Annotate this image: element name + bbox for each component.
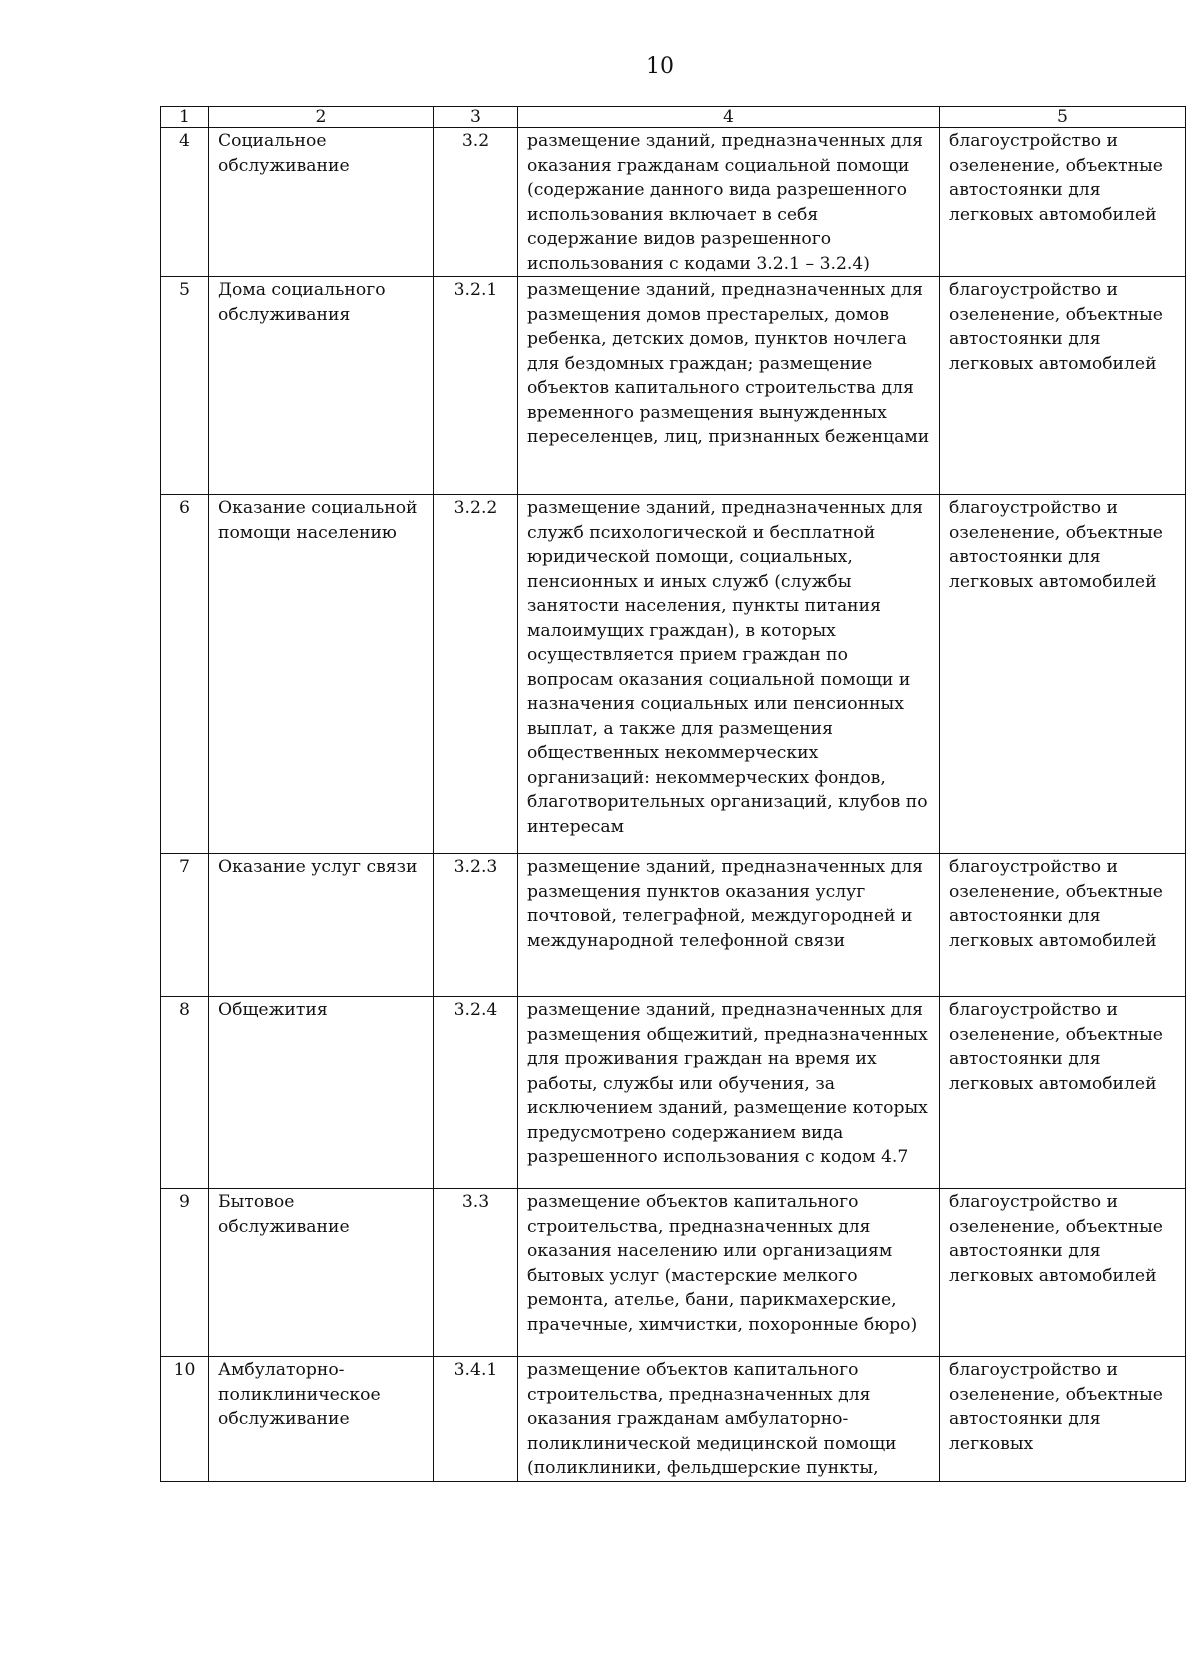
use-type-code: 3.2.2 <box>434 495 518 854</box>
use-type-description: размещение объектов капитального строительства, предназначенных для оказания гражданам амбулаторно-поликлинической медицинской помощи (поликлиники, фельдшерские пункты, <box>518 1357 940 1482</box>
row-number: 9 <box>161 1189 209 1357</box>
use-type-code: 3.2.4 <box>434 997 518 1189</box>
use-type-description: размещение зданий, предназначенных для размещения домов престарелых, домов ребенка, детских домов, пунктов ночлега для бездомных граждан; размещение объектов капитального строительства для временного размещения вынужденных переселенцев, лиц, признанных беженцами <box>518 277 940 495</box>
use-type-code: 3.2 <box>434 128 518 277</box>
use-type-description: размещение зданий, предназначенных для размещения общежитий, предназначенных для проживания граждан на время их работы, службы или обучения, за исключением зданий, размещение которых предусмотрено содержанием вида разрешенного использования с кодом 4.7 <box>518 997 940 1189</box>
page-number: 10 <box>646 54 674 79</box>
use-type-description: размещение зданий, предназначенных для служб психологической и бесплатной юридической помощи, социальных, пенсионных и иных служб (службы занятости населения, пункты питания малоимущих граждан), в которых осуществляется прием граждан по вопросам оказания социальной помощи и назначения социальных или пенсионных выплат, а также для размещения общественных некоммерческих организаций: некоммерческих фондов, благотворительных организаций, клубов по интересам <box>518 495 940 854</box>
auxiliary-uses: благоустройство и озеленение, объектные автостоянки для легковых <box>940 1357 1186 1482</box>
table-row <box>161 1357 1186 1482</box>
header-cell: 3 <box>434 107 518 128</box>
use-type-name: Амбулаторно-поликлиническое обслуживание <box>209 1357 434 1482</box>
use-type-code: 3.4.1 <box>434 1357 518 1482</box>
auxiliary-uses: благоустройство и озеленение, объектные автостоянки для легковых автомобилей <box>940 854 1186 997</box>
row-number: 6 <box>161 495 209 854</box>
auxiliary-uses: благоустройство и озеленение, объектные автостоянки для легковых автомобилей <box>940 1189 1186 1357</box>
use-type-description: размещение объектов капитального строительства, предназначенных для оказания населению или организациям бытовых услуг (мастерские мелкого ремонта, ателье, бани, парикмахерские, прачечные, химчистки, похоронные бюро) <box>518 1189 940 1357</box>
table-row <box>161 854 1186 997</box>
use-type-code: 3.3 <box>434 1189 518 1357</box>
use-type-name: Социальное обслуживание <box>209 128 434 277</box>
use-type-name: Бытовое обслуживание <box>209 1189 434 1357</box>
auxiliary-uses: благоустройство и озеленение, объектные автостоянки для легковых автомобилей <box>940 495 1186 854</box>
header-cell: 4 <box>518 107 940 128</box>
auxiliary-uses: благоустройство и озеленение, объектные автостоянки для легковых автомобилей <box>940 277 1186 495</box>
use-type-code: 3.2.1 <box>434 277 518 495</box>
row-number: 7 <box>161 854 209 997</box>
table-row <box>161 997 1186 1189</box>
table-row <box>161 277 1186 495</box>
use-type-name: Оказание социальной помощи населению <box>209 495 434 854</box>
row-number: 8 <box>161 997 209 1189</box>
auxiliary-uses: благоустройство и озеленение, объектные автостоянки для легковых автомобилей <box>940 128 1186 277</box>
header-cell: 2 <box>209 107 434 128</box>
use-type-description: размещение зданий, предназначенных для оказания гражданам социальной помощи (содержание данного вида разрешенного использования включает в себя содержание видов разрешенного использования с кодами 3.2.1 – 3.2.4) <box>518 128 940 277</box>
table-row <box>161 128 1186 277</box>
land-use-table <box>160 106 1186 1482</box>
use-type-name: Дома социального обслуживания <box>209 277 434 495</box>
use-type-description: размещение зданий, предназначенных для размещения пунктов оказания услуг почтовой, телеграфной, междугородней и международной телефонной связи <box>518 854 940 997</box>
use-type-name: Оказание услуг связи <box>209 854 434 997</box>
table-row <box>161 495 1186 854</box>
header-cell: 5 <box>940 107 1186 128</box>
auxiliary-uses: благоустройство и озеленение, объектные автостоянки для легковых автомобилей <box>940 997 1186 1189</box>
header-cell: 1 <box>161 107 209 128</box>
use-type-name: Общежития <box>209 997 434 1189</box>
use-type-code: 3.2.3 <box>434 854 518 997</box>
row-number: 4 <box>161 128 209 277</box>
header-row <box>161 107 1186 128</box>
row-number: 5 <box>161 277 209 495</box>
row-number: 10 <box>161 1357 209 1482</box>
table-row <box>161 1189 1186 1357</box>
